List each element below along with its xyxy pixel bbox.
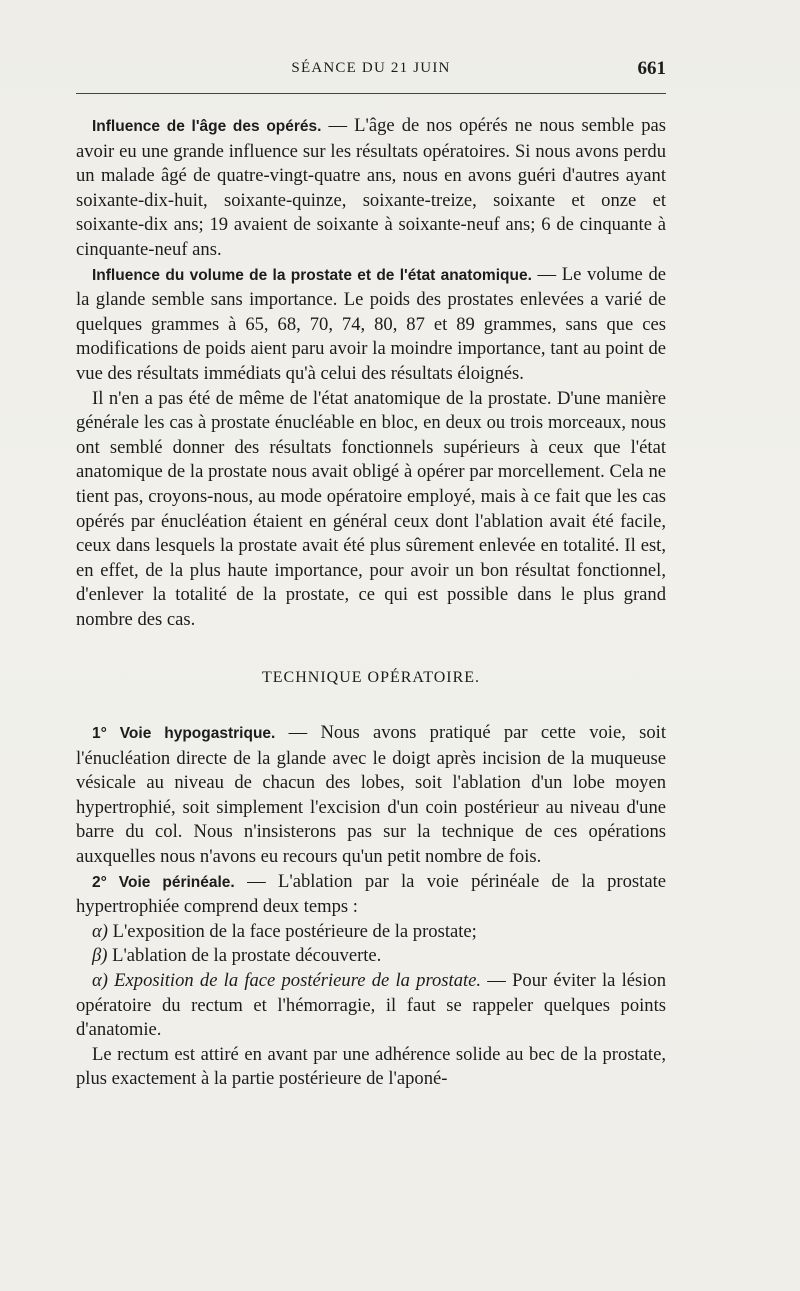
runin-heading-hypogastric: 1° Voie hypogastrique. bbox=[92, 725, 276, 743]
paragraph-volume bbox=[76, 263, 666, 387]
runin-heading-volume: Influence du volume de la prostate et de l'état anatomique. bbox=[92, 266, 532, 284]
list-item-beta bbox=[76, 944, 666, 969]
runin-heading-perineal: 2° Voie périnéale. bbox=[92, 873, 235, 891]
paragraph-perineal bbox=[76, 870, 666, 920]
list-marker: α) bbox=[92, 970, 108, 991]
paragraph-body: — L'âge de nos opérés ne nous semble pas avoir eu une grande influence sur les résultats opératoires. Si nous avons perdu un malade âgé de quatre-vingt-quatre ans, nous en avons guéri d'autres ayant soixante-dix-huit, soixante-quinze, soixante-treize, soixante et onze et soixante-dix ans; 19 avaient de soixante à soixante-neuf ans; 6 de cinquante à cinquante-neuf ans. bbox=[76, 115, 666, 260]
body-text bbox=[76, 114, 666, 1092]
paragraph-body: — L'ablation par la voie périnéale de la prostate hypertrophiée comprend deux temps : bbox=[76, 870, 666, 918]
running-title: SÉANCE DU 21 JUIN bbox=[291, 60, 451, 76]
section-heading: TECHNIQUE OPÉRATOIRE. bbox=[261, 669, 481, 687]
list-item-text: L'ablation de la prostate découverte. bbox=[107, 945, 382, 967]
italic-subheading: Exposition de la face postérieure de la prostate. bbox=[107, 970, 482, 991]
list-item-text: L'exposition de la face postérieure de la prostate; bbox=[107, 920, 477, 942]
paragraph-body: — Le volume de la glande semble sans importance. Le poids des prostates enlevées a varié de quelques grammes à 65, 68, 70, 74, 80, 87 et 89 grammes, sans que ces modifications de poids aient paru avoir la moindre importance, tant au point de vue des résultats immédiats qu'à celui des résultats éloignés. bbox=[76, 263, 666, 384]
paragraph-age bbox=[76, 114, 666, 263]
running-head bbox=[76, 60, 666, 84]
paragraph-body: — Nous avons pratiqué par cette voie, soit l'énucléation directe de la glande avec le doigt après incision de la muqueuse vésicale au niveau de chacun des lobes, soit l'ablation d'un lobe moyen hypertrophié, soit simplement l'excision d'un coin postérieur au niveau d'une barre du col. Nous n'insisterons pas sur la technique de ces opérations auxquelles nous n'avons eu recours qu'un petit nombre de fois. bbox=[76, 722, 666, 868]
paragraph-body: — Pour éviter la lésion opératoire du rectum et l'hémorragie, il faut se rappeler quelques points d'anatomie. bbox=[76, 970, 666, 1041]
header-rule bbox=[76, 93, 666, 94]
list-marker: β) bbox=[92, 945, 108, 967]
list-item-alpha bbox=[76, 920, 666, 945]
paragraph-anatomy: Il n'en a pas été de même de l'état anatomique de la prostate. D'une manière générale les cas à prostate énucléable en bloc, en deux ou trois morceaux, nous ont semblé donner des résultats fonctionnels supérieurs à ceux que l'état anatomique de la prostate nous avait obligé à opérer par morcellement. Cela ne tient pas, croyons-nous, au mode opératoire employé, mais à ce fait que les cas opérés par énucléation étaient en général ceux dont l'ablation avait été facile, ceux dans lesquels la prostate avait été plus sûrement enlevée en totalité. Il est, en effet, de la plus haute importance, pour avoir un bon résultat fonctionnel, d'enlever la totalité de la prostate, ce qui est possible dans le plus grand nombre des cas. bbox=[76, 387, 666, 630]
paragraph-hypogastric bbox=[76, 721, 666, 870]
paragraph-exposition bbox=[76, 969, 666, 1043]
paragraph-rectum: Le rectum est attiré en avant par une adhérence solide au bec de la prostate, plus exactement à la partie postérieure de l'aponé- bbox=[76, 1043, 666, 1090]
list-marker: α) bbox=[92, 920, 108, 942]
page-number: 661 bbox=[637, 58, 666, 79]
runin-heading-age: Influence de l'âge des opérés. bbox=[92, 118, 322, 135]
